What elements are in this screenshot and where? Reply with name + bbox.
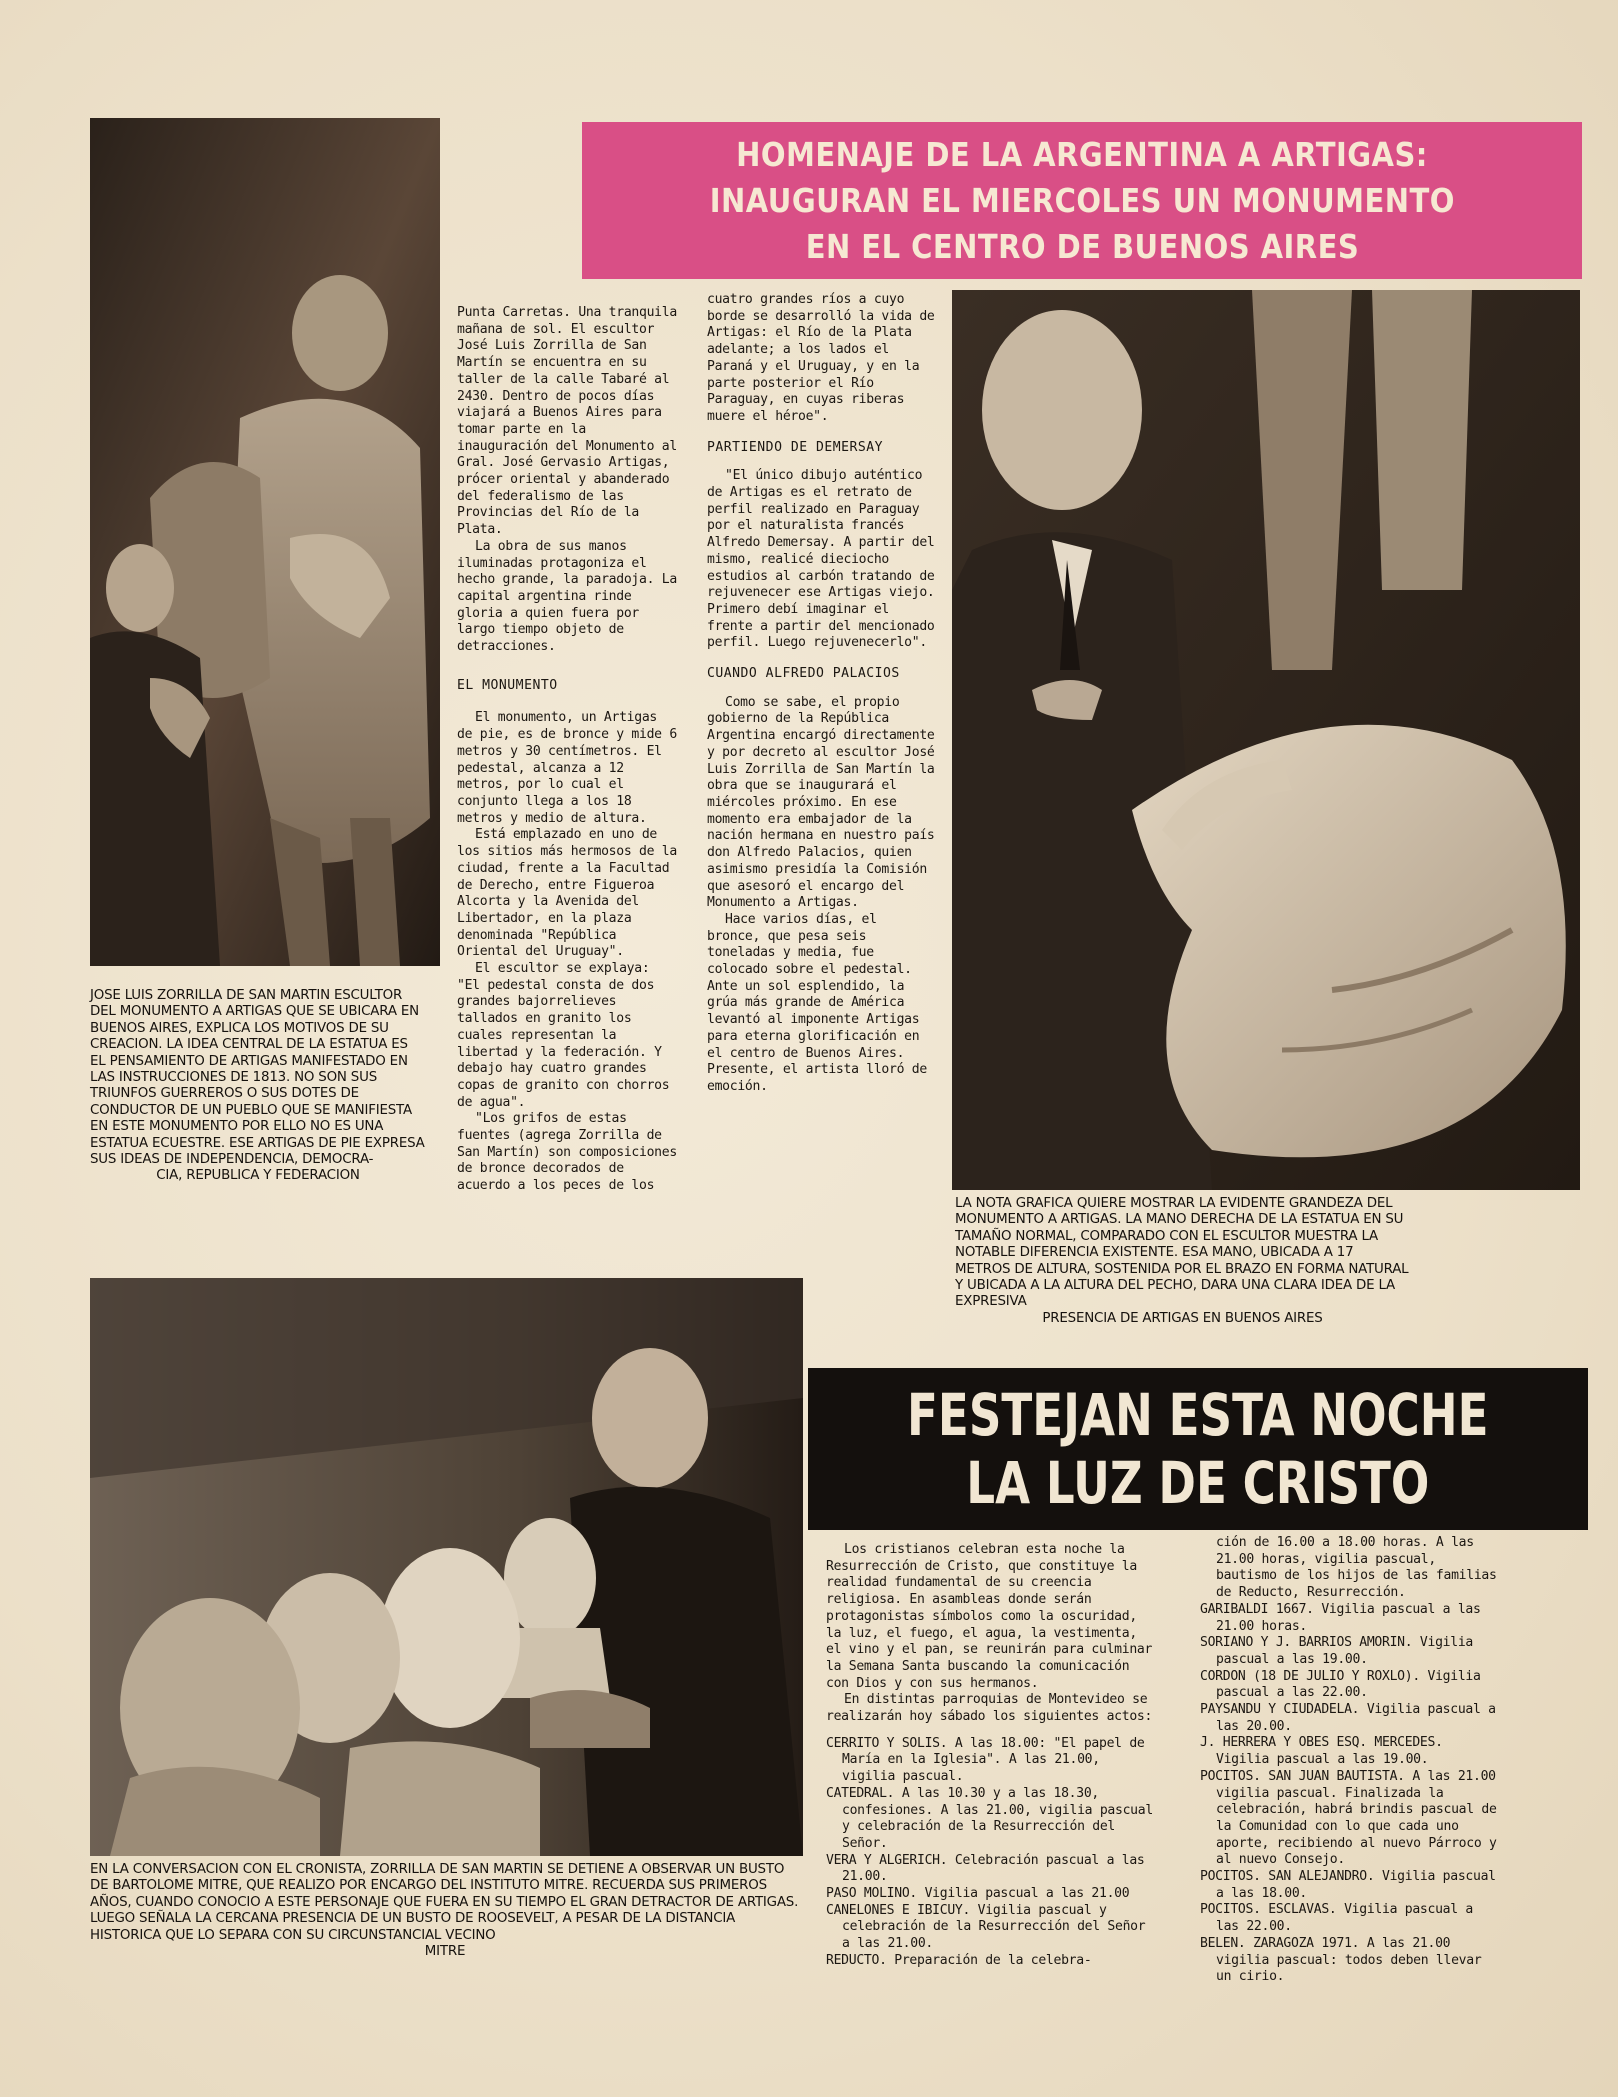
list-item: SORIANO Y J. BARRIOS AMORIN. Vigilia pascual a las 19.00. <box>1200 1635 1473 1667</box>
paragraph: El escultor se explaya: "El pedestal consta de dos grandes bajorrelieves tallados en granito los cuales representan la libertad y la federación. Y debajo hay cuatro grandes copas de granito con chorros de agua". <box>457 961 670 1110</box>
headline-cristo-line2: LA LUZ DE CRISTO <box>966 1449 1430 1517</box>
paragraph: El monumento, un Artigas de pie, es de bronce y mide 6 metros y 30 centímetros. El pedestal, alcanza a 12 metros, por lo cual el conjunto llega a los 18 metros y medio de altura. <box>457 710 677 826</box>
caption-busts-body: EN LA CONVERSACION CON EL CRONISTA, ZORRILLA DE SAN MARTIN SE DETIENE A OBSERVAR UN BUSTO DE BARTOLOME MITRE, QUE REALIZO POR ENCARGO DEL INSTITUTO MITRE. RECUERDA SUS PRIMEROS AÑOS, CUANDO CONOCIO A ESTE PERSONAJE QUE FUERA EN SU TIEMPO EL GRAN DETRACTOR DE ARTIGAS. LUEGO SEÑALA LA CERCANA PRESENCIA DE UN BUSTO DE ROOSEVELT, A PESAR DE LA DISTANCIA HISTORICA QUE LO SEPARA CON SU CIRCUNSTANCIAL VECINO <box>90 1862 799 1943</box>
article-cristo-column-2 <box>1200 1535 1500 1986</box>
paragraph: En distintas parroquias de Montevideo se realizarán hoy sábado los siguientes actos: <box>826 1692 1153 1725</box>
list-item: J. HERRERA Y OBES ESQ. MERCEDES. Vigilia pascual a las 19.00. <box>1200 1735 1443 1768</box>
statue-photo-image <box>90 118 440 966</box>
paragraph: Está emplazado en uno de los sitios más hermosos de la ciudad, frente a la Facultad de Derecho, entre Figueroa Alcorta y la Avenida del Libertador, en la plaza denominada "República Oriental del Uruguay". <box>457 827 677 960</box>
list-item: REDUCTO. Preparación de la celebra- <box>826 1952 1092 1968</box>
article-artigas-column-1 <box>457 305 679 1195</box>
article-artigas-column-2 <box>707 292 937 1096</box>
caption-busts-last-line: MITRE <box>424 1944 466 1960</box>
list-item: CATEDRAL. A las 10.30 y a las 18.30, confesiones. A las 21.00, vigilia pascual y celebración de la Resurrección del Señor. <box>826 1785 1153 1851</box>
list-item: CANELONES E IBICUY. Vigilia pascual y celebración de la Resurrección del Señor a las 21.00. <box>826 1902 1146 1952</box>
subhead-el-monumento: EL MONUMENTO <box>457 677 558 693</box>
list-item: CORDON (18 DE JULIO Y ROXLO). Vigilia pascual a las 22.00. <box>1200 1668 1481 1701</box>
headline-artigas <box>582 122 1582 279</box>
busts-photo-image <box>90 1278 803 1856</box>
paragraph: ción de 16.00 a 18.00 horas. A las 21.00 horas, vigilia pascual, bautismo de los hijos de las familias de Reducto, Resurrección. <box>1216 1535 1497 1601</box>
paragraph: La obra de sus manos iluminadas protagoniza el hecho grande, la paradoja. La capital argentina rinde gloria a quien fuera por largo tiempo objeto de detracciones. <box>457 538 677 655</box>
paragraph: cuatro grandes ríos a cuyo borde se desarrolló la vida de Artigas: el Río de la Plata adelante; a los lados el Paraná y el Uruguay, y en la parte posterior el Río Paraguay, en cuyas riberas muere el héroe". <box>707 292 935 424</box>
caption-hand-last-line: PRESENCIA DE ARTIGAS EN BUENOS AIRES <box>1042 1310 1323 1326</box>
paragraph: "El único dibujo auténtico de Artigas es el retrato de perfil realizado en Paraguay por el naturalista francés Alfredo Demersay. A partir del mismo, realicé dieciocho estudios al carbón tratando de rejuvenecer ese Artigas viejo. Primero debí imaginar el frente a partir del mencionado perfil. Luego rejuvenecerlo". <box>707 468 935 651</box>
photo-sculptor-with-hand <box>952 290 1580 1190</box>
paragraph: Punta Carretas. Una tranquila mañana de sol. El escultor José Luis Zorrilla de San Martín se encuentra en su taller de la calle Tabaré al 2430. Dentro de pocos días viajará a Buenos Aires para tomar parte en la inauguración del Monumento al Gral. José Gervasio Artigas, prócer oriental y abanderado del federalismo de las Provincias del Río de la Plata. <box>457 305 677 538</box>
photo-sculptor-with-busts <box>90 1278 803 1856</box>
list-item: POCITOS. SAN ALEJANDRO. Vigilia pascual a las 18.00. <box>1200 1869 1496 1901</box>
subhead-partiendo-de-demersay: PARTIENDO DE DEMERSAY <box>707 439 884 455</box>
article-cristo-column-1 <box>826 1542 1156 1970</box>
list-item: VERA Y ALGERICH. Celebración pascual a las 21.00. <box>826 1852 1145 1885</box>
list-item: PAYSANDU Y CIUDADELA. Vigilia pascual a las 20.00. <box>1200 1702 1496 1734</box>
paragraph: "Los grifos de estas fuentes (agrega Zorrilla de San Martín) son composiciones de bronce decorados de acuerdo a los peces de los <box>457 1111 677 1194</box>
headline-artigas-line2: INAUGURAN EL MIERCOLES UN MONUMENTO <box>709 180 1455 220</box>
caption-sculptor <box>90 988 426 1185</box>
headline-artigas-line3: EN EL CENTRO DE BUENOS AIRES <box>805 226 1359 266</box>
headline-cristo <box>808 1368 1588 1530</box>
caption-hand <box>955 1196 1410 1327</box>
list-item: GARIBALDI 1667. Vigilia pascual a las 21.00 horas. <box>1200 1601 1481 1634</box>
headline-cristo-line1: FESTEJAN ESTA NOCHE <box>907 1381 1489 1449</box>
paragraph: Como se sabe, el propio gobierno de la República Argentina encargó directamente y por decreto al escultor José Luis Zorrilla de San Martín la obra que se inaugurará el miércoles próximo. En ese momento era embajador de la nación hermana en nuestro país don Alfredo Palacios, quien asimismo presidía la Comisión que asesoró el encargo del Monumento a Artigas. <box>707 694 935 911</box>
caption-busts <box>90 1862 800 1960</box>
list-item: BELEN. ZARAGOZA 1971. A las 21.00 vigilia pascual: todos deben llevar un cirio. <box>1200 1935 1482 1985</box>
paragraph: Los cristianos celebran esta noche la Resurrección de Cristo, que constituye la realidad fundamental de su creencia religiosa. En asambleas donde serán protagonistas símbolos como la oscuridad, la luz, el fuego, el agua, la vestimenta, el vino y el pan, se reunirán para culminar la Semana Santa buscando la comunicación con Dios y con sus hermanos. <box>826 1542 1153 1691</box>
paragraph: Hace varios días, el bronce, que pesa seis toneladas y media, fue colocado sobre el pedestal. Ante un sol esplendido, la grúa más grande de América levantó al imponente Artigas para eterna glorificación en el centro de Buenos Aires. Presente, el artista lloró de emoción. <box>707 911 927 1094</box>
hand-photo-image <box>952 290 1580 1190</box>
subhead-cuando-alfredo-palacios: CUANDO ALFREDO PALACIOS <box>707 666 900 682</box>
list-item: POCITOS. ESCLAVAS. Vigilia pascual a las 22.00. <box>1200 1902 1473 1935</box>
list-item: POCITOS. SAN JUAN BAUTISTA. A las 21.00 vigilia pascual. Finalizada la celebración, habrá brindis pascual de la Comunidad con lo que cada uno aporte, recibiendo al nuevo Párroco y al nuevo Consejo. <box>1200 1768 1497 1868</box>
photo-sculptor-with-statue <box>90 118 440 966</box>
caption-sculptor-body: JOSE LUIS ZORRILLA DE SAN MARTIN ESCULTOR DEL MONUMENTO A ARTIGAS QUE SE UBICARA EN BUENOS AIRES, EXPLICA LOS MOTIVOS DE SU CREACION. LA IDEA CENTRAL DE LA ESTATUA ES EL PENSAMIENTO DE ARTIGAS MANIFESTADO EN LAS INSTRUCCIONES DE 1813. NO SON SUS TRIUNFOS GUERREROS O SUS DOTES DE CONDUCTOR DE UN PUEBLO QUE SE MANIFIESTA EN ESTE MONUMENTO POR ELLO NO ES UNA ESTATUA ECUESTRE. ESE ARTIGAS DE PIE EXPRESA SUS IDEAS DE INDEPENDENCIA, DEMOCRA- <box>90 988 425 1168</box>
caption-hand-body: LA NOTA GRAFICA QUIERE MOSTRAR LA EVIDENTE GRANDEZA DEL MONUMENTO A ARTIGAS. LA MANO DERECHA DE LA ESTATUA EN SU TAMAÑO NORMAL, COMPARADO CON EL ESCULTOR MUESTRA LA NOTABLE DIFERENCIA EXISTENTE. ESA MANO, UBICADA A 17 METROS DE ALTURA, SOSTENIDA POR EL BRAZO EN FORMA NATURAL Y UBICADA A LA ALTURA DEL PECHO, DARA UNA CLARA IDEA DE LA EXPRESIVA <box>955 1196 1409 1310</box>
caption-sculptor-last-line: CIA, REPUBLICA Y FEDERACION <box>156 1168 360 1184</box>
list-item: PASO MOLINO. Vigilia pascual a las 21.00 <box>826 1886 1130 1902</box>
list-item: CERRITO Y SOLIS. A las 18.00: "El papel de María en la Iglesia". A las 21.00, vigilia pascual. <box>826 1735 1145 1785</box>
headline-artigas-line1: HOMENAJE DE LA ARGENTINA A ARTIGAS: <box>736 134 1428 174</box>
